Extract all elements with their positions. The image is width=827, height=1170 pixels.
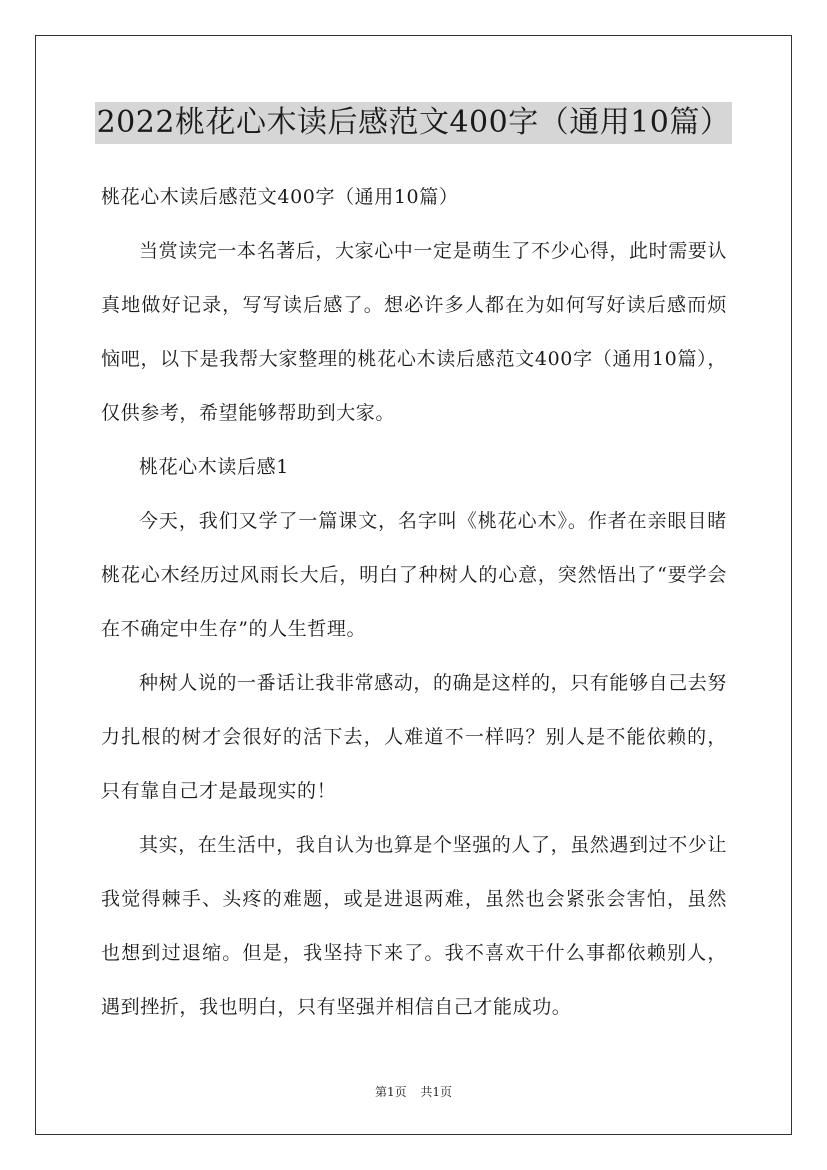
document-subtitle: 桃花心木读后感范文400字（通用10篇）: [101, 186, 459, 208]
document-body: [101, 170, 727, 1034]
page-total: 共1页: [420, 1085, 453, 1099]
document-title: 2022桃花心木读后感范文400字（通用10篇）: [95, 102, 733, 144]
page-number: 第1页: [374, 1085, 407, 1099]
intro-paragraph: 当赏读完一本名著后，大家心中一定是萌生了不少心得，此时需要认真地做好记录，写写读后感了。想必许多人都在为如何写好读后感而烦恼吧，以下是我帮大家整理的桃花心木读后感范文400字（通用10篇），仅供参考，希望能够帮助到大家。: [101, 240, 728, 424]
page-footer: [0, 1083, 827, 1100]
body-paragraph: 今天，我们又学了一篇课文，名字叫《桃花心木》。作者在亲眼目睹桃花心木经历过风雨长大后，明白了种树人的心意，突然悟出了“要学会在不确定中生存”的人生哲理。: [101, 510, 727, 640]
title-container: [0, 102, 827, 144]
section-heading: 桃花心木读后感1: [139, 456, 289, 478]
body-paragraph: 其实，在生活中，我自认为也算是个坚强的人了，虽然遇到过不少让我觉得棘手、头疼的难题，或是进退两难，虽然也会紧张会害怕，虽然也想到过退缩。但是，我坚持下来了。我不喜欢干什么事都依赖别人，遇到挫折，我也明白，只有坚强并相信自己才能成功。: [101, 834, 728, 1018]
body-paragraph: 种树人说的一番话让我非常感动，的确是这样的，只有能够自己去努力扎根的树才会很好的活下去，人难道不一样吗？别人是不能依赖的，只有靠自己才是最现实的！: [101, 672, 728, 802]
